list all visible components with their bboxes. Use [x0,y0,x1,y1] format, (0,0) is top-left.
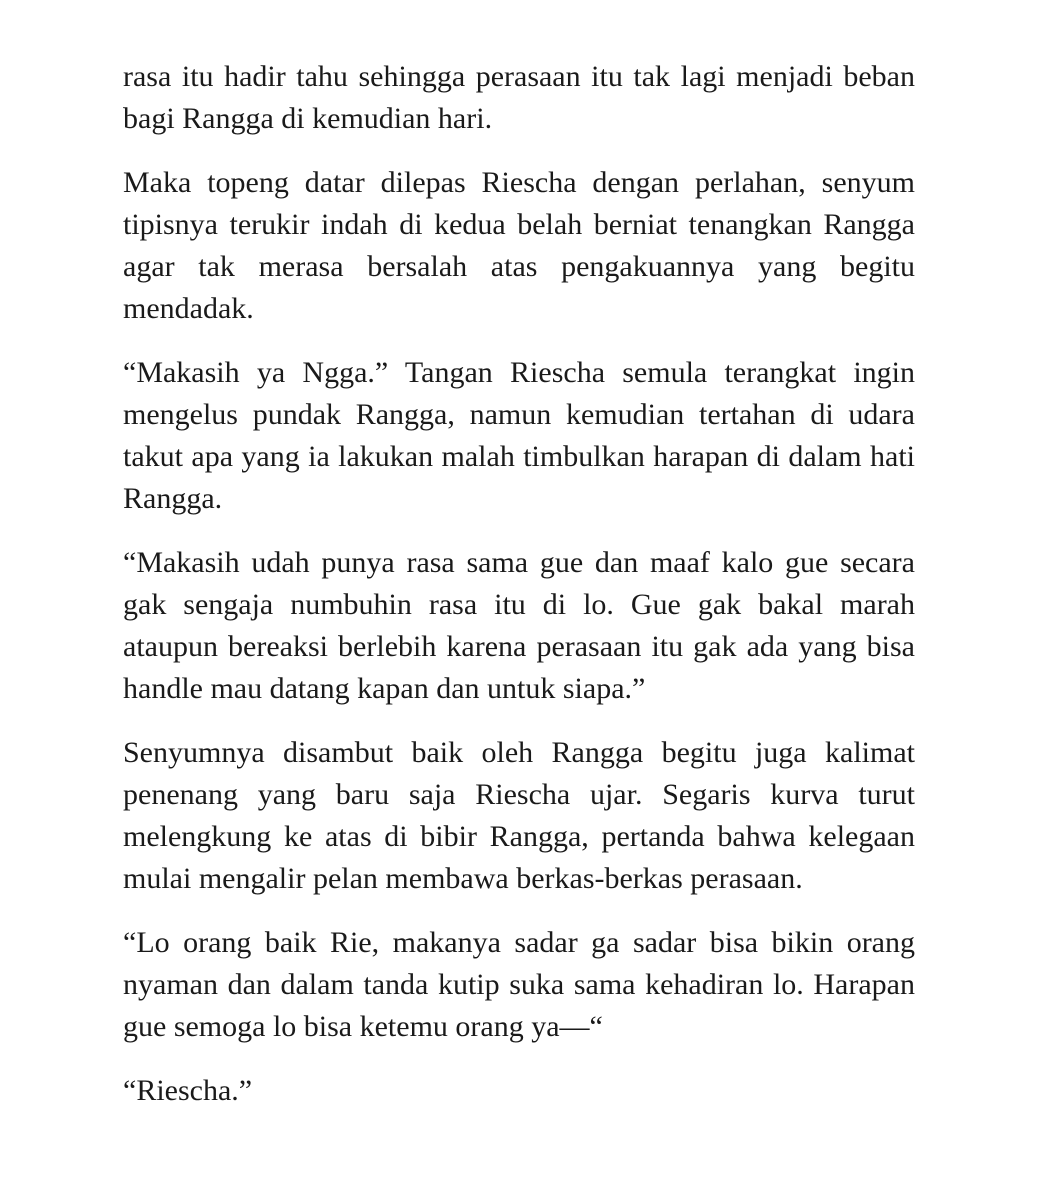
paragraph-3: “Makasih ya Ngga.” Tangan Riescha semula terangkat ingin mengelus pundak Rangga, namun kemudian tertahan di udara takut apa yang ia lakukan malah timbulkan harapan di dalam hati Rangga. [123,356,915,515]
paragraph-4: “Makasih udah punya rasa sama gue dan maaf kalo gue secara gak sengaja numbuhin rasa itu di lo. Gue gak bakal marah ataupun bereaksi berlebih karena perasaan itu gak ada yang bisa handle mau datang kapan dan untuk siapa.” [123,546,915,705]
paragraph-6: “Lo orang baik Rie, makanya sadar ga sadar bisa bikin orang nyaman dan dalam tanda kutip suka sama kehadiran lo. Harapan gue semoga lo bisa ketemu orang ya—“ [123,926,915,1043]
paragraph-2: Maka topeng datar dilepas Riescha dengan perlahan, senyum tipisnya terukir indah di kedua belah berniat tenangkan Rangga agar tak merasa bersalah atas pengakuannya yang begitu mendadak. [123,166,915,325]
paragraph-5: Senyumnya disambut baik oleh Rangga begitu juga kalimat penenang yang baru saja Riescha ujar. Segaris kurva turut melengkung ke atas di bibir Rangga, pertanda bahwa kelegaan mulai mengalir pelan membawa berkas-berkas perasaan. [123,736,915,895]
paragraph-1: rasa itu hadir tahu sehingga perasaan itu tak lagi menjadi beban bagi Rangga di kemudian hari. [123,60,915,135]
document-page [123,56,915,1112]
paragraph-7: “Riescha.” [123,1074,253,1107]
